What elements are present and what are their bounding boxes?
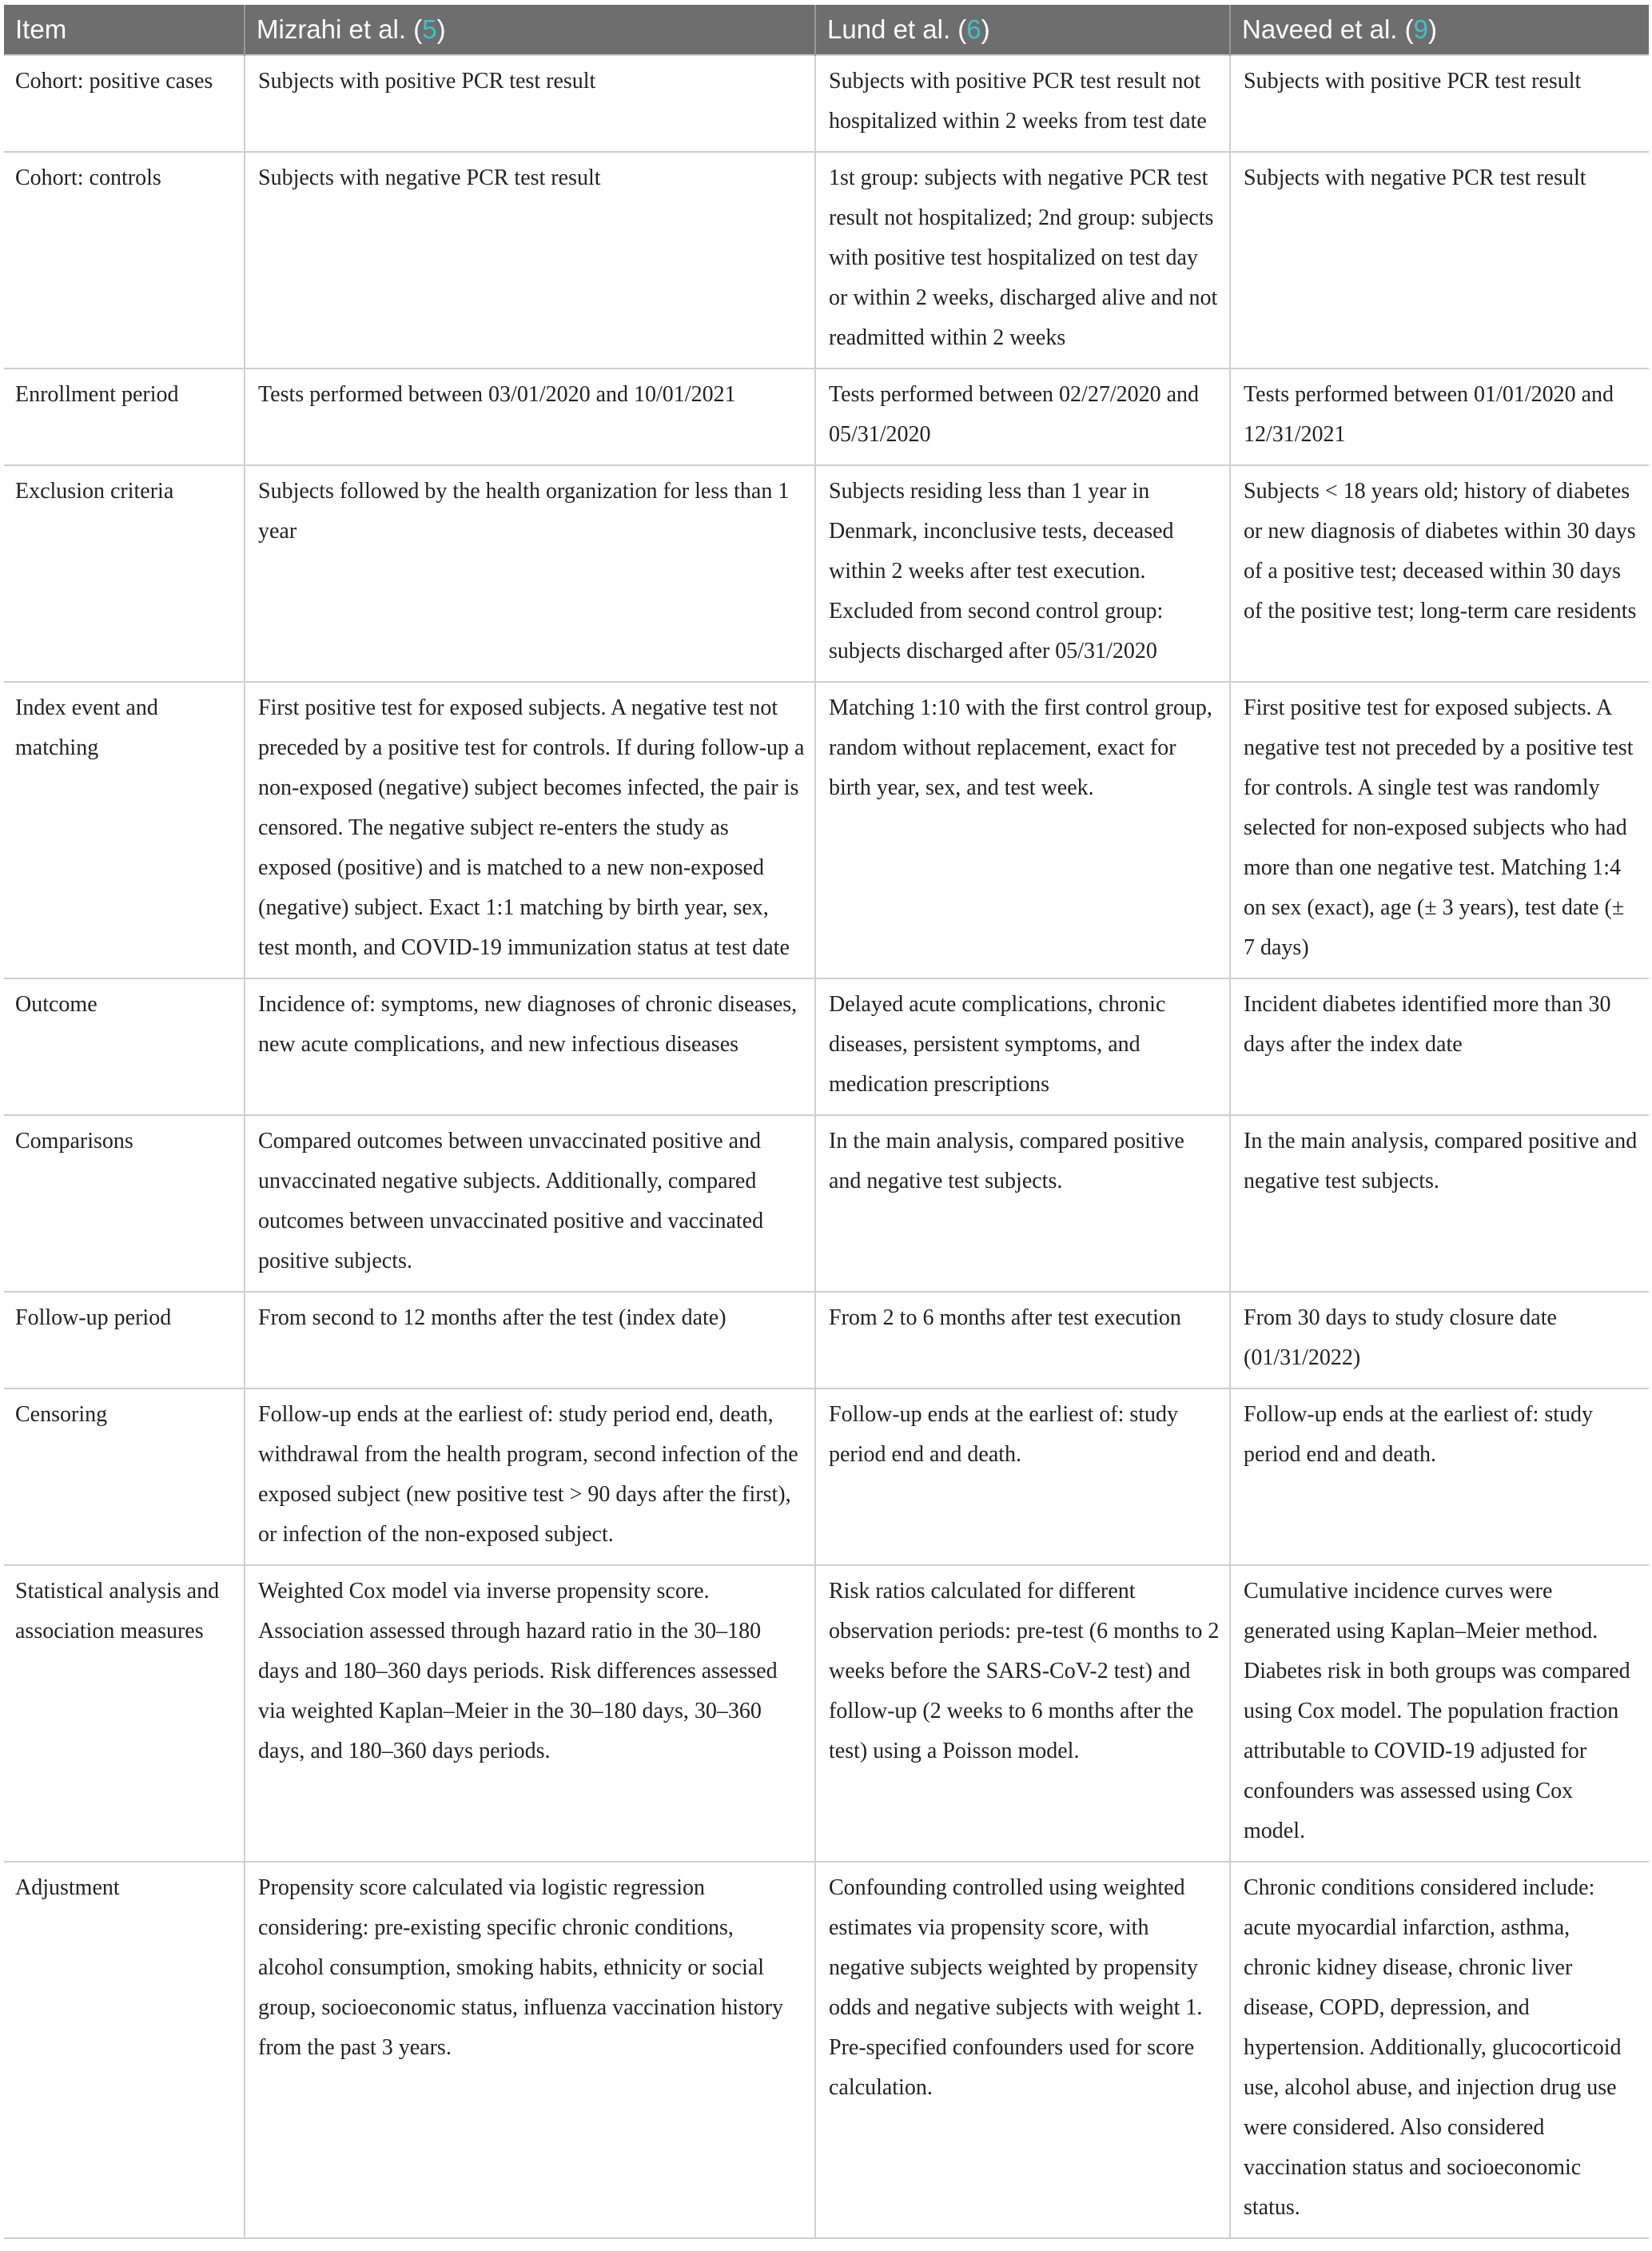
cell-naveed: In the main analysis, compared positive and negative test subjects. (1230, 1115, 1649, 1292)
reference-link[interactable]: 5 (422, 14, 437, 44)
reference-link[interactable]: 9 (1413, 14, 1428, 44)
cell-mizrahi: Incidence of: symptoms, new diagnoses of chronic diseases, new acute complications, and new infectious diseases (245, 978, 815, 1115)
cell-naveed: Subjects < 18 years old; history of diabetes or new diagnosis of diabetes within 30 days of a positive test; deceased within 30 days of the positive test; long-term care residents (1230, 465, 1649, 682)
cell-lund: From 2 to 6 months after test execution (815, 1292, 1230, 1388)
cell-mizrahi: Subjects followed by the health organization for less than 1 year (245, 465, 815, 682)
row-item-label: Statistical analysis and association measures (4, 1565, 245, 1862)
cell-lund: Delayed acute complications, chronic diseases, persistent symptoms, and medication prescriptions (815, 978, 1230, 1115)
row-item-label: Follow-up period (4, 1292, 245, 1388)
cell-naveed: Subjects with positive PCR test result (1230, 55, 1649, 152)
row-item-label: Censoring (4, 1388, 245, 1565)
cell-mizrahi: Compared outcomes between unvaccinated positive and unvaccinated negative subjects. Additionally, compared outcomes between unvaccinated positive and vaccinated positive subjects. (245, 1115, 815, 1292)
row-item-label: Cohort: positive cases (4, 55, 245, 152)
cell-lund: Confounding controlled using weighted estimates via propensity score, with negative subjects weighted by propensity odds and negative subjects with weight 1. Pre-specified confounders used for score calculation. (815, 1862, 1230, 2238)
cell-lund: 1st group: subjects with negative PCR test result not hospitalized; 2nd group: subjects with positive test hospitalized on test day or within 2 weeks, discharged alive and not readmitted within 2 weeks (815, 152, 1230, 369)
table-row (4, 978, 1649, 1115)
cell-mizrahi: Weighted Cox model via inverse propensity score. Association assessed through hazard ratio in the 30–180 days and 180–360 days periods. Risk differences assessed via weighted Kaplan–Meier in the 30–180 days, 30–360 days, and 180–360 days periods. (245, 1565, 815, 1862)
header-study-author: Lund et al. ( (827, 14, 967, 44)
cell-naveed: Chronic conditions considered include: acute myocardial infarction, asthma, chronic kidney disease, chronic liver disease, COPD, depression, and hypertension. Additionally, glucocorticoid use, alcohol abuse, and injection drug use were considered. Also considered vaccination status and socioeconomic status. (1230, 1862, 1649, 2238)
header-study-mizrahi (245, 5, 815, 55)
header-study-close: ) (1427, 14, 1437, 44)
row-item-label: Exclusion criteria (4, 465, 245, 682)
table-row (4, 1292, 1649, 1388)
header-study-close: ) (981, 14, 990, 44)
cell-naveed: Subjects with negative PCR test result (1230, 152, 1649, 369)
reference-link[interactable]: 6 (966, 14, 981, 44)
cell-naveed: Follow-up ends at the earliest of: study period end and death. (1230, 1388, 1649, 1565)
row-item-label: Adjustment (4, 1862, 245, 2238)
cell-lund: In the main analysis, compared positive and negative test subjects. (815, 1115, 1230, 1292)
cell-lund: Follow-up ends at the earliest of: study period end and death. (815, 1388, 1230, 1565)
header-item: Item (4, 5, 245, 55)
cell-naveed: First positive test for exposed subjects. A negative test not preceded by a positive test for controls. A single test was randomly selected for non-exposed subjects who had more than one negative test. Matching 1:4 on sex (exact), age (± 3 years), test date (± 7 days) (1230, 682, 1649, 978)
cell-naveed: Cumulative incidence curves were generated using Kaplan–Meier method. Diabetes risk in both groups was compared using Cox model. The population fraction attributable to COVID-19 adjusted for confounders was assessed using Cox model. (1230, 1565, 1649, 1862)
study-comparison-table (4, 5, 1649, 2239)
header-study-author: Naveed et al. ( (1242, 14, 1414, 44)
cell-mizrahi: Follow-up ends at the earliest of: study period end, death, withdrawal from the health program, second infection of the exposed subject (new positive test > 90 days after the first), or infection of the non-exposed subject. (245, 1388, 815, 1565)
header-study-close: ) (436, 14, 446, 44)
table-row (4, 1115, 1649, 1292)
table-row (4, 369, 1649, 465)
cell-mizrahi: Propensity score calculated via logistic regression considering: pre-existing specific chronic conditions, alcohol consumption, smoking habits, ethnicity or social group, socioeconomic status, influenza vaccination history from the past 3 years. (245, 1862, 815, 2238)
cell-mizrahi: Subjects with positive PCR test result (245, 55, 815, 152)
cell-mizrahi: From second to 12 months after the test (index date) (245, 1292, 815, 1388)
header-study-naveed (1230, 5, 1649, 55)
table-row (4, 55, 1649, 152)
table-row (4, 682, 1649, 978)
table-row (4, 152, 1649, 369)
row-item-label: Index event and matching (4, 682, 245, 978)
header-study-lund (815, 5, 1230, 55)
row-item-label: Comparisons (4, 1115, 245, 1292)
cell-lund: Subjects with positive PCR test result not hospitalized within 2 weeks from test date (815, 55, 1230, 152)
row-item-label: Enrollment period (4, 369, 245, 465)
cell-lund: Risk ratios calculated for different observation periods: pre-test (6 months to 2 weeks before the SARS-CoV-2 test) and follow-up (2 weeks to 6 months after the test) using a Poisson model. (815, 1565, 1230, 1862)
cell-lund: Tests performed between 02/27/2020 and 05/31/2020 (815, 369, 1230, 465)
cell-naveed: Tests performed between 01/01/2020 and 12/31/2021 (1230, 369, 1649, 465)
header-row (4, 5, 1649, 55)
cell-naveed: From 30 days to study closure date (01/31/2022) (1230, 1292, 1649, 1388)
table-row (4, 465, 1649, 682)
table-row (4, 1862, 1649, 2238)
cell-mizrahi: Subjects with negative PCR test result (245, 152, 815, 369)
comparison-table-container (4, 5, 1649, 2239)
table-row (4, 1565, 1649, 1862)
cell-mizrahi: Tests performed between 03/01/2020 and 10/01/2021 (245, 369, 815, 465)
cell-naveed: Incident diabetes identified more than 30 days after the index date (1230, 978, 1649, 1115)
cell-mizrahi: First positive test for exposed subjects. A negative test not preceded by a positive test for controls. If during follow-up a non-exposed (negative) subject becomes infected, the pair is censored. The negative subject re-enters the study as exposed (positive) and is matched to a new non-exposed (negative) subject. Exact 1:1 matching by birth year, sex, test month, and COVID-19 immunization status at test date (245, 682, 815, 978)
table-row (4, 1388, 1649, 1565)
cell-lund: Subjects residing less than 1 year in Denmark, inconclusive tests, deceased within 2 weeks after test execution. Excluded from second control group: subjects discharged after 05/31/2020 (815, 465, 1230, 682)
row-item-label: Cohort: controls (4, 152, 245, 369)
row-item-label: Outcome (4, 978, 245, 1115)
cell-lund: Matching 1:10 with the first control group, random without replacement, exact for birth year, sex, and test week. (815, 682, 1230, 978)
header-study-author: Mizrahi et al. ( (257, 14, 423, 44)
